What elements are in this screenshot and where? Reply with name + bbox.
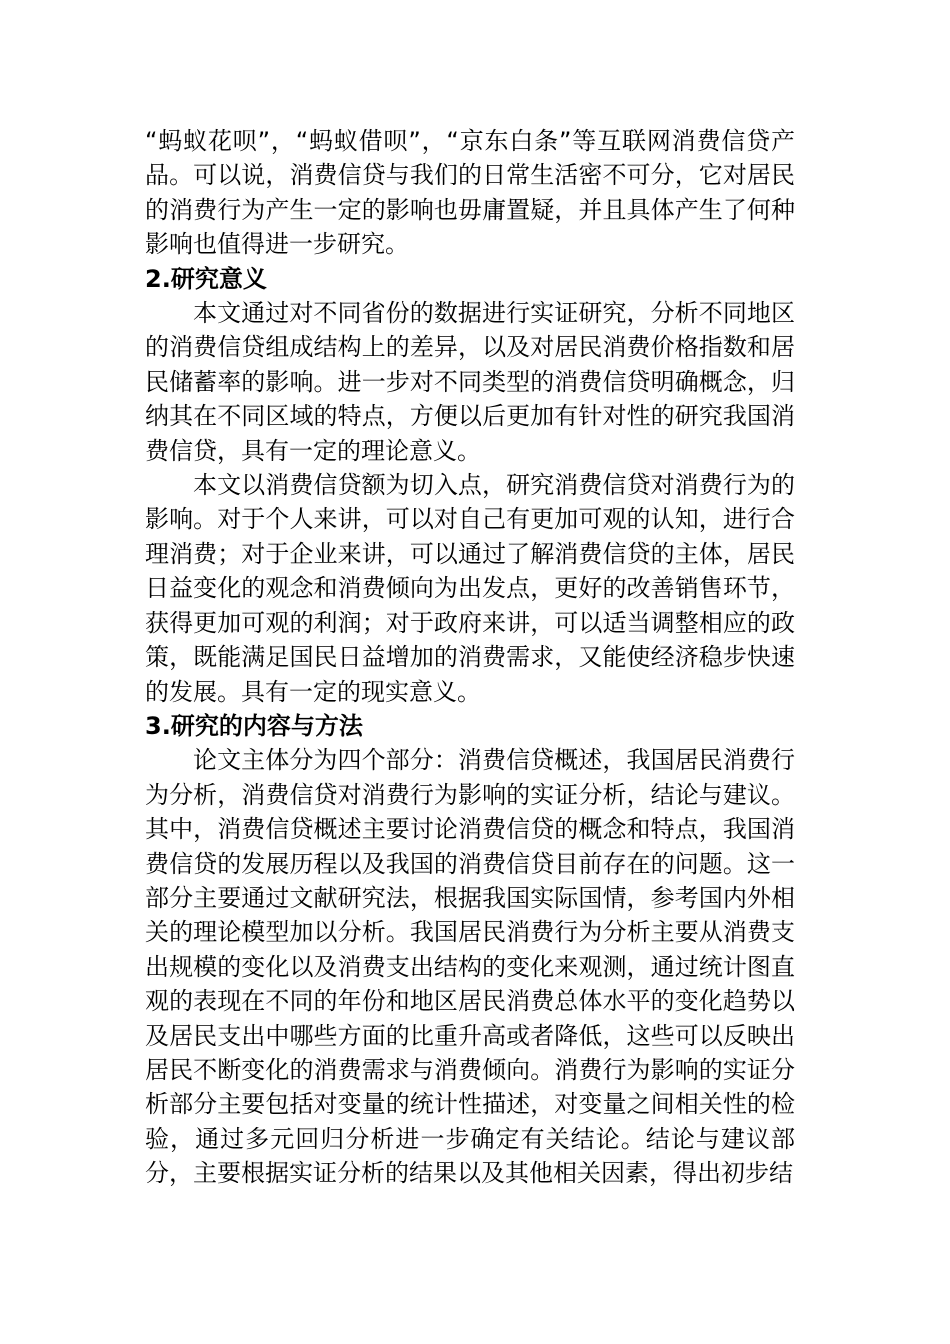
section-heading-content-and-methods: 3.研究的内容与方法 — [145, 711, 363, 740]
paragraph-practical-significance: 本文以消费信贷额为切入点，研究消费信贷对消费行为的影响。对于个人来讲，可以对自己有更加可观的认知，进行合理消费；对于企业来讲，可以通过了解消费信贷的主体，居民日益变化的观念和消费倾向为出发点，更好的改善销售环节，获得更加可观的利润；对于政府来讲，可以适当调整相应的政策，既能满足国民日益增加的消费需求，又能使经济稳步快速的发展。具有一定的现实意义。 — [145, 471, 795, 706]
document-body — [145, 124, 795, 1191]
section-heading-research-significance: 2.研究意义 — [145, 264, 267, 293]
paragraph-theoretical-significance: 本文通过对不同省份的数据进行实证研究，分析不同地区的消费信贷组成结构上的差异，以及对居民消费价格指数和居民储蓄率的影响。进一步对不同类型的消费信贷明确概念，归纳其在不同区域的特点，方便以后更加有针对性的研究我国消费信贷，具有一定的理论意义。 — [145, 299, 795, 465]
paragraph-intro-continuation: “蚂蚁花呗”，“蚂蚁借呗”，“京东白条”等互联网消费信贷产品。可以说，消费信贷与我们的日常生活密不可分，它对居民的消费行为产生一定的影响也毋庸置疑，并且具体产生了何种影响也值得进一步研究。 — [145, 127, 795, 259]
paragraph-content-and-methods: 论文主体分为四个部分：消费信贷概述，我国居民消费行为分析，消费信贷对消费行为影响的实证分析，结论与建议。其中，消费信贷概述主要讨论消费信贷的概念和特点，我国消费信贷的发展历程以及我国的消费信贷目前存在的问题。这一部分主要通过文献研究法，根据我国实际国情，参考国内外相关的理论模型加以分析。我国居民消费行为分析主要从消费支出规模的变化以及消费支出结构的变化来观测，通过统计图直观的表现在不同的年份和地区居民消费总体水平的变化趋势以及居民支出中哪些方面的比重升高或者降低，这些可以反映出居民不断变化的消费需求与消费倾向。消费行为影响的实证分析部分主要包括对变量的统计性描述，对变量之间相关性的检验，通过多元回归分析进一步确定有关结论。结论与建议部分，主要根据实证分析的结果以及其他相关因素，得出初步结 — [145, 746, 795, 1188]
